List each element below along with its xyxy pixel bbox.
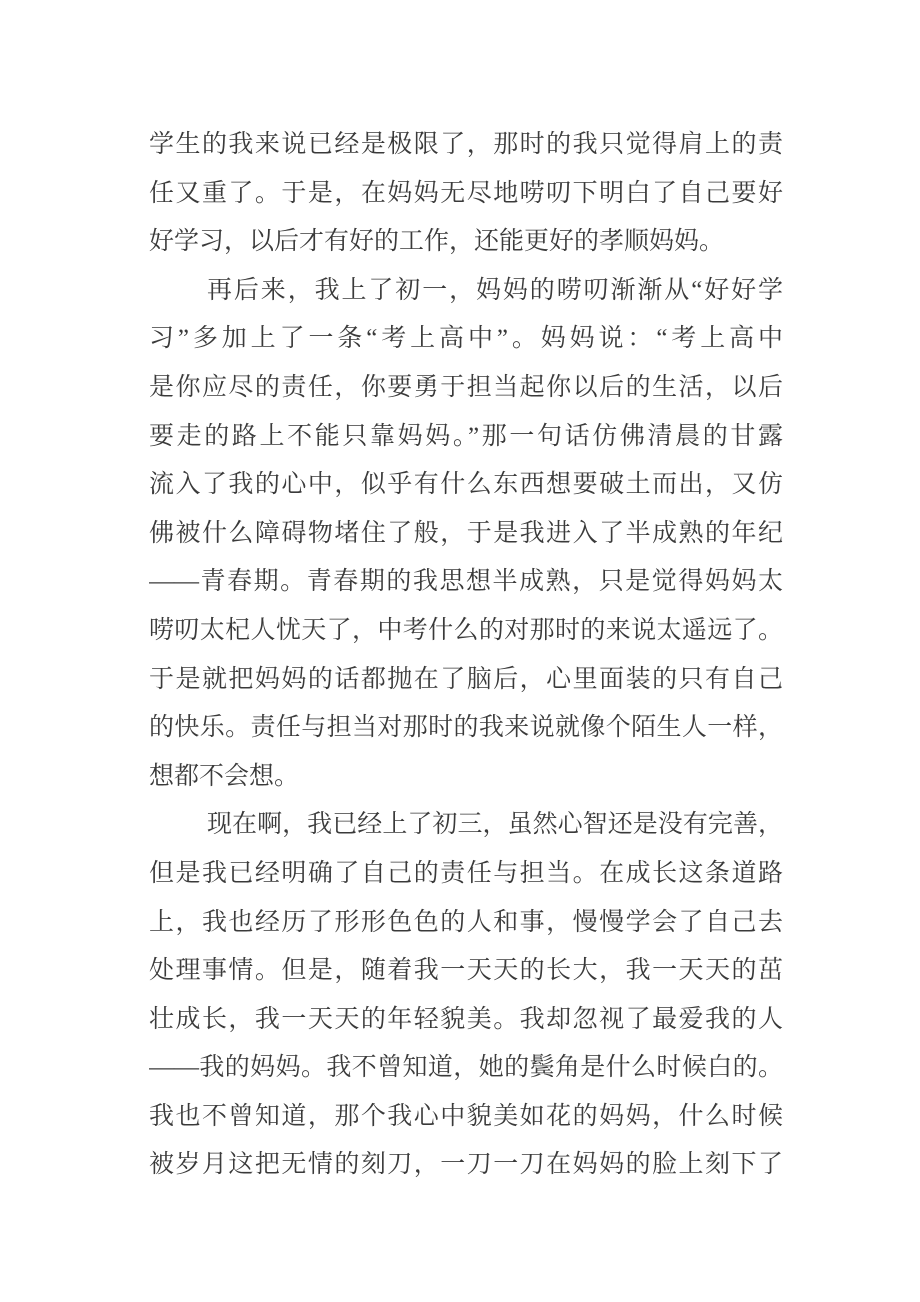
text-line: ——青春期。青春期的我思想半成熟，只是觉得妈妈太	[149, 568, 783, 596]
text-line: 于是就把妈妈的话都抛在了脑后，心里面装的只有自己	[149, 665, 783, 693]
text-line: 要走的路上不能只靠妈妈。”那一句话仿佛清晨的甘露	[149, 422, 783, 450]
text-line: 上，我也经历了形形色色的人和事，慢慢学会了自己去	[149, 908, 783, 936]
text-line: 但是我已经明确了自己的责任与担当。在成长这条道路	[149, 859, 783, 887]
text-line: 唠叨太杞人忧天了，中考什么的对那时的来说太遥远了。	[149, 616, 783, 644]
text-line: 佛被什么障碍物堵住了般，于是我进入了半成熟的年纪	[149, 519, 783, 547]
text-line: 被岁月这把无情的刻刀，一刀一刀在妈妈的脸上刻下了	[149, 1151, 783, 1179]
text-line: 学生的我来说已经是极限了，那时的我只觉得肩上的责	[149, 131, 783, 158]
text-line: 我也不曾知道，那个我心中貌美如花的妈妈，什么时候	[149, 1102, 783, 1130]
text-line: 处理事情。但是，随着我一天天的长大，我一天天的茁	[149, 957, 783, 985]
text-line: 再后来，我上了初一，妈妈的唠叨渐渐从“好好学	[207, 276, 783, 304]
text-line: 的快乐。责任与担当对那时的我来说就像个陌生人一样，	[149, 714, 783, 742]
text-line: 现在啊，我已经上了初三，虽然心智还是没有完善，	[207, 811, 783, 839]
text-line: ——我的妈妈。我不曾知道，她的鬓角是什么时候白的。	[149, 1054, 783, 1082]
text-line: 好学习，以后才有好的工作，还能更好的孝顺妈妈。	[149, 228, 725, 256]
text-line: 流入了我的心中，似乎有什么东西想要破土而出，又仿	[149, 471, 783, 499]
text-line: 任又重了。于是，在妈妈无尽地唠叨下明白了自己要好	[149, 179, 783, 207]
text-line: 是你应尽的责任，你要勇于担当起你以后的生活，以后	[149, 373, 783, 401]
text-line: 想都不会想。	[149, 762, 300, 790]
text-line: 壮成长，我一天天的年轻貌美。我却忽视了最爱我的人	[149, 1005, 783, 1033]
essay-text-block	[149, 121, 783, 1190]
text-line: 习”多加上了一条“考上高中”。妈妈说：“考上高中	[149, 325, 783, 353]
